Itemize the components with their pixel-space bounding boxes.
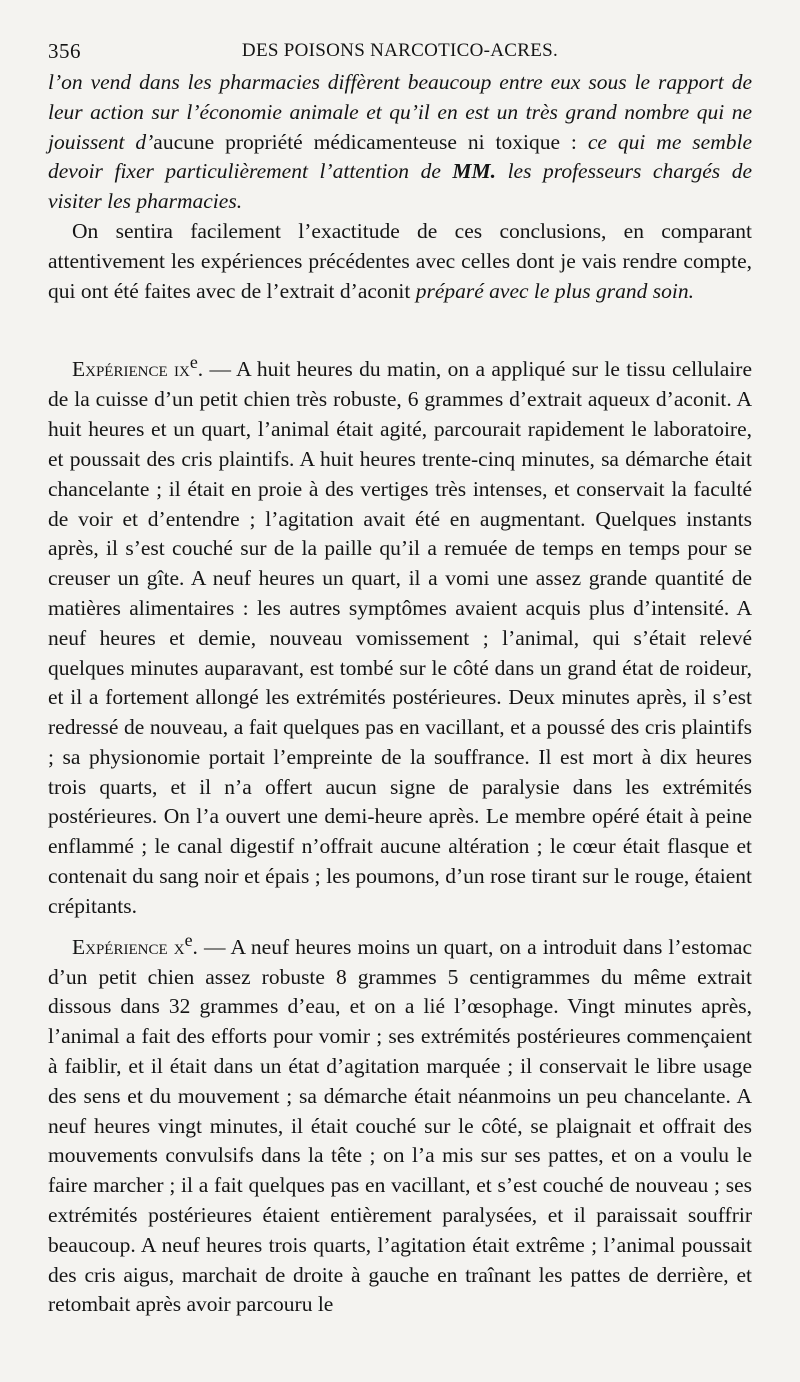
paragraph-conclusion-end — [48, 68, 752, 217]
paragraph-experience-9 — [48, 348, 752, 921]
abbreviation-mm: MM. — [452, 159, 497, 184]
experience-label: Expérience ix — [72, 357, 190, 382]
ordinal-suffix: e — [189, 352, 198, 373]
page-number: 356 — [48, 39, 81, 63]
italic-run: préparé avec le plus grand soin. — [415, 278, 694, 303]
italic-run: ce qui me semble devoir fixer particulièrement l’attention de — [48, 129, 752, 184]
paragraph-intro — [48, 217, 752, 306]
body-text — [48, 68, 752, 1320]
italic-run: les professeurs chargés de visiter les pharmacies. — [48, 159, 753, 214]
ordinal-suffix: e — [184, 929, 193, 950]
running-title: DES POISONS NARCOTICO-ACRES. — [241, 40, 559, 61]
experience-text: . — A huit heures du matin, on a appliqué sur le tissu cellulaire de la cuisse d’un petit chien très robuste, 6 grammes d’extrait aqueux d’aconit. A huit heures et un quart, l’animal était agité, parcourait rapidement le laboratoire, et poussait des cris plaintifs. A huit heures trente-cinq minutes, sa démarche était chancelante ; il était en proie à des vertiges très intenses, et conservait la faculté de voir et d’entendre ; l’agitation avait été en augmentant. Quelques instants après, il s’est couché sur de la paille qu’il a remuée de temps en temps pour se creuser un gîte. A neuf heures un quart, il a vomi une assez grande quantité de matières alimentaires : les autres symptômes avaient acquis plus d’intensité. A neuf heures et demie, nouveau vomissement ; l’animal, qui s’était relevé quelques minutes auparavant, est tombé sur le côté dans un grand état de roideur, et il a fortement allongé les extrémités postérieures. Deux minutes après, il s’est redressé de nouveau, a fait quelques pas en vacillant, et a poussé des cris plaintifs ; sa physionomie portait l’empreinte de la souffrance. Il est mort à dix heures trois quarts, et il n’a offert aucun signe de paralysie dans les extrémités postérieures. On l’a ouvert une demi-heure après. Le membre opéré était à peine enflammé ; le canal digestif n’offrait aucune altération ; le cœur était flasque et contenait du sang noir et épais ; les poumons, d’un rose tirant sur le rouge, étaient crépitants. — [48, 357, 752, 918]
experience-label: Expérience x — [72, 934, 185, 959]
section-gap — [48, 306, 752, 348]
experience-text: . — A neuf heures moins un quart, on a introduit dans l’estomac d’un petit chien assez robuste 8 grammes 5 centigrammes du même extrait dissous dans 32 grammes d’eau, et on a lié l’œsophage. Vingt minutes après, l’animal a fait des efforts pour vomir ; ses extrémités postérieures commençaient à faiblir, et il était dans un état d’agitation marquée ; il conservait le libre usage des sens et du mouvement ; sa démarche était néanmoins un peu chancelante. A neuf heures vingt minutes, il était couché sur le côté, se plaignait et offrait des mouvements convulsifs dans la tête ; on l’a mis sur ses pattes, et on a voulu le faire marcher ; il a fait quelques pas en vacillant, et s’est couché de nouveau ; ses extrémités postérieures étaient entièrement paralysées, et il paraissait souffrir beaucoup. A neuf heures trois quarts, l’agitation était extrême ; l’animal poussait des cris aigus, marchait de droite à gauche en traînant les pattes de derrière, et retombait après avoir parcouru le — [48, 934, 752, 1317]
paragraph-experience-10 — [48, 926, 752, 1321]
roman-run: On sentira facilement l’exactitude de ces conclusions, en comparant attentivement les expériences précédentes avec celles dont je vais rendre compte, qui ont été faites avec de l’extrait d’aconit — [48, 218, 752, 303]
italic-run: l’on vend dans les pharmacies diffèrent beaucoup entre eux sous le rapport de leur action sur l’économie animale et qu’il en est un très grand nombre qui ne jouissent d’ — [48, 70, 752, 154]
running-head — [48, 34, 752, 68]
roman-run: aucune propriété médicamenteuse ni toxique : — [153, 129, 588, 154]
